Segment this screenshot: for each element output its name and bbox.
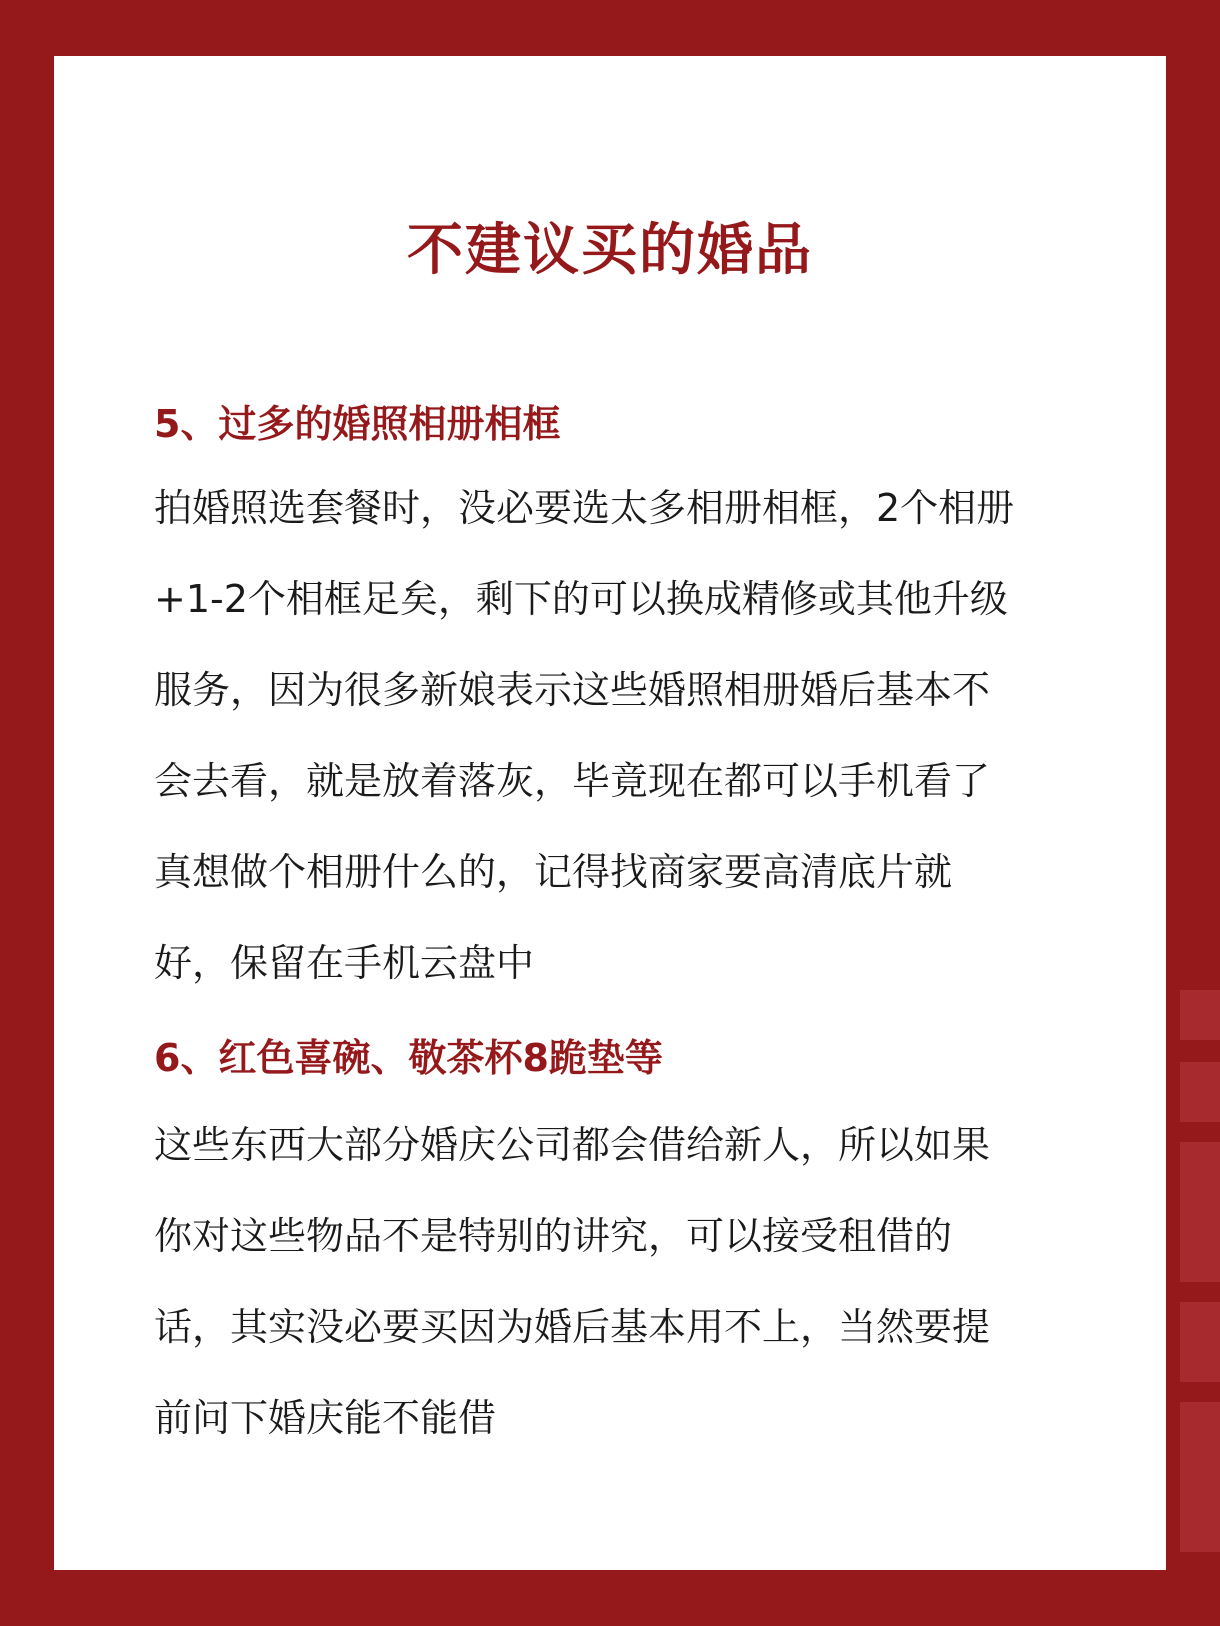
decor-stripe bbox=[1180, 1142, 1220, 1282]
body-line: 这些东西大部分婚庆公司都会借给新人，所以如果 bbox=[154, 1123, 991, 1167]
decor-stripe bbox=[1180, 990, 1220, 1040]
body-line: 话，其实没必要买因为婚后基本用不上，当然要提 bbox=[154, 1305, 991, 1349]
decor-stripe bbox=[1180, 1402, 1220, 1552]
page-title: 不建议买的婚品 bbox=[407, 218, 813, 283]
decor-stripe bbox=[1180, 1062, 1220, 1122]
body-line: 拍婚照选套餐时，没必要选太多相册相框，2个相册 bbox=[154, 486, 1015, 530]
section-heading: 5、过多的婚照相册相框 bbox=[154, 402, 561, 446]
section-heading: 6、红色喜碗、敬茶杯8跪垫等 bbox=[154, 1036, 663, 1080]
content-card bbox=[54, 56, 1166, 1570]
body-line: 前问下婚庆能不能借 bbox=[154, 1396, 497, 1440]
body-line: +1-2个相框足矣，剩下的可以换成精修或其他升级 bbox=[154, 577, 1008, 621]
section-body bbox=[154, 463, 1074, 1009]
section-body bbox=[154, 1100, 1074, 1464]
body-line: 你对这些物品不是特别的讲究，可以接受租借的 bbox=[154, 1214, 953, 1258]
body-line: 服务，因为很多新娘表示这些婚照相册婚后基本不 bbox=[154, 668, 991, 712]
body-line: 会去看，就是放着落灰，毕竟现在都可以手机看了 bbox=[154, 759, 991, 803]
section-6 bbox=[154, 1028, 1074, 1464]
decor-stripe bbox=[1180, 1302, 1220, 1382]
body-line: 真想做个相册什么的，记得找商家要高清底片就 bbox=[154, 850, 953, 894]
body-line: 好，保留在手机云盘中 bbox=[154, 941, 535, 985]
section-5 bbox=[154, 394, 1074, 1009]
